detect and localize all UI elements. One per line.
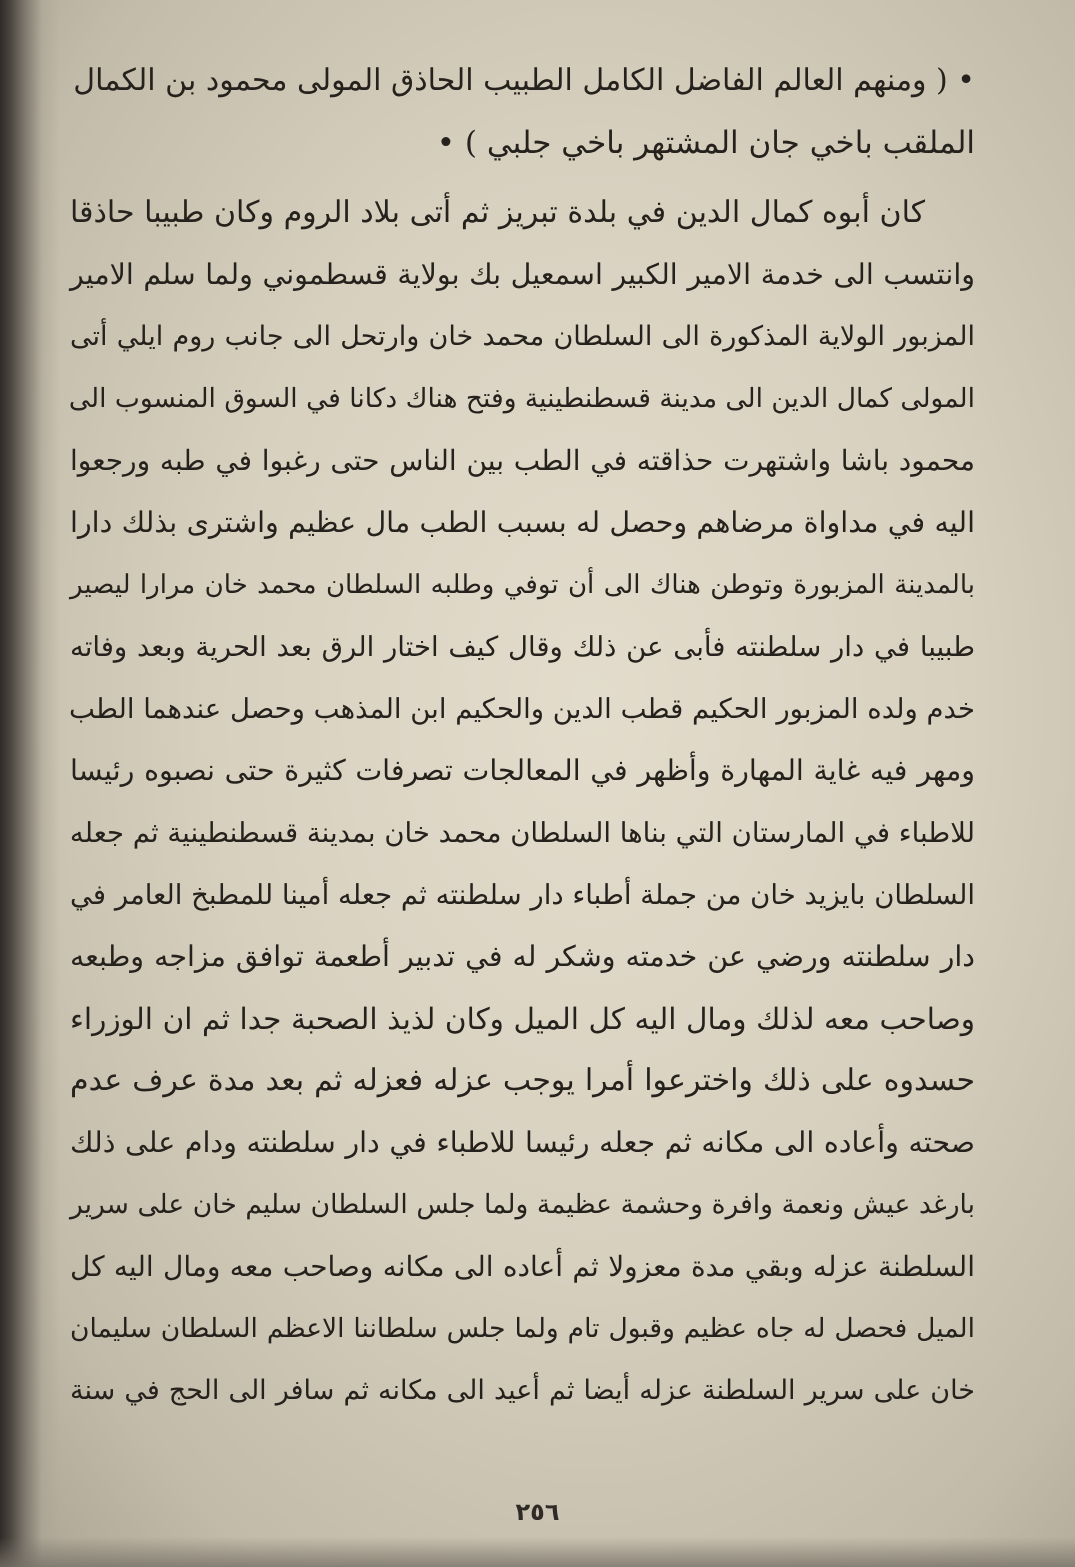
text-line: حسدوه على ذلك واخترعوا أمرا يوجب عزله فعزله ثم بعد مدة عرف عدم — [70, 1063, 975, 1098]
page-text — [70, 50, 975, 1422]
text-line: بارغد عيش ونعمة وافرة وحشمة عظيمة ولما جلس السلطان سليم خان على سرير — [70, 1189, 975, 1220]
text-line: الميل فحصل له جاه عظيم وقبول تام ولما جلس سلطاننا الاعظم السلطان سليمان — [70, 1313, 975, 1344]
text-line: اليه في مداواة مرضاهم وحصل له بسبب الطب مال عظيم واشترى بذلك دارا — [70, 506, 975, 539]
text-line: دار سلطنته ورضي عن خدمته وشكر له في تدبير أطعمة توافق مزاجه وطبعه — [70, 940, 975, 973]
text-line: ومهر فيه غاية المهارة وأظهر في المعالجات تصرفات كثيرة حتى نصبوه رئيسا — [70, 754, 975, 787]
text-line: المولى كمال الدين الى مدينة قسطنطينية وفتح هناك دكانا في السوق المنسوب الى — [68, 383, 975, 414]
text-line: بالمدينة المزبورة وتوطن هناك الى أن توفي وطلبه السلطان محمد خان مرارا ليصير — [70, 570, 975, 600]
text-line: خان على سرير السلطنة عزله أيضا ثم أعيد الى مكانه ثم سافر الى الحج في سنة — [70, 1375, 975, 1406]
text-line: خدم ولده المزبور الحكيم قطب الدين والحكيم ابن المذهب وحصل عندهما الطب — [68, 693, 975, 725]
page-number: ٢٥٦ — [515, 1498, 560, 1526]
text-line: المزبور الولاية المذكورة الى السلطان محمد خان وارتحل الى جانب روم ايلي أتى — [70, 321, 975, 352]
text-line: السلطان بايزيد خان من جملة أطباء دار سلطنته ثم جعله أمينا للمطبخ العامر في — [70, 879, 975, 911]
text-line: وانتسب الى خدمة الامير الكبير اسمعيل بك بولاية قسطموني ولما سلم الامير — [70, 258, 975, 291]
section-heading — [70, 50, 975, 174]
text-line: محمود باشا واشتهرت حذاقته في الطب بين الناس حتى رغبوا في طبه ورجعوا — [70, 444, 975, 477]
page-bottom-edge — [0, 1537, 1075, 1567]
heading-line: الملقب باخي جان المشتهر باخي جلبي ) • — [436, 125, 975, 161]
book-gutter-shadow — [0, 0, 60, 1567]
text-line: للاطباء في المارستان التي بناها السلطان محمد خان بمدينة قسطنطينية ثم جعله — [69, 817, 975, 849]
heading-line: • ( ومنهم العالم الفاضل الكامل الطبيب الحاذق المولى محمود بن الكمال — [73, 63, 975, 98]
text-line: السلطنة عزله وبقي مدة معزولا ثم أعاده الى مكانه وصاحب معه ومال اليه كل — [70, 1250, 975, 1283]
text-line: صحته وأعاده الى مكانه ثم جعله رئيسا للاطباء في دار سلطنته ودام على ذلك — [70, 1126, 975, 1159]
text-line: وصاحب معه لذلك ومال اليه كل الميل وكان لذيذ الصحبة جدا ثم ان الوزراء — [70, 1002, 975, 1036]
text-line: كان أبوه كمال الدين في بلدة تبريز ثم أتى بلاد الروم وكان طبيبا حاذقا — [70, 195, 925, 230]
text-line: طبيبا في دار سلطنته فأبى عن ذلك وقال كيف اختار الرق بعد الحرية وبعد وفاته — [70, 631, 975, 663]
body-paragraph — [70, 182, 975, 1422]
